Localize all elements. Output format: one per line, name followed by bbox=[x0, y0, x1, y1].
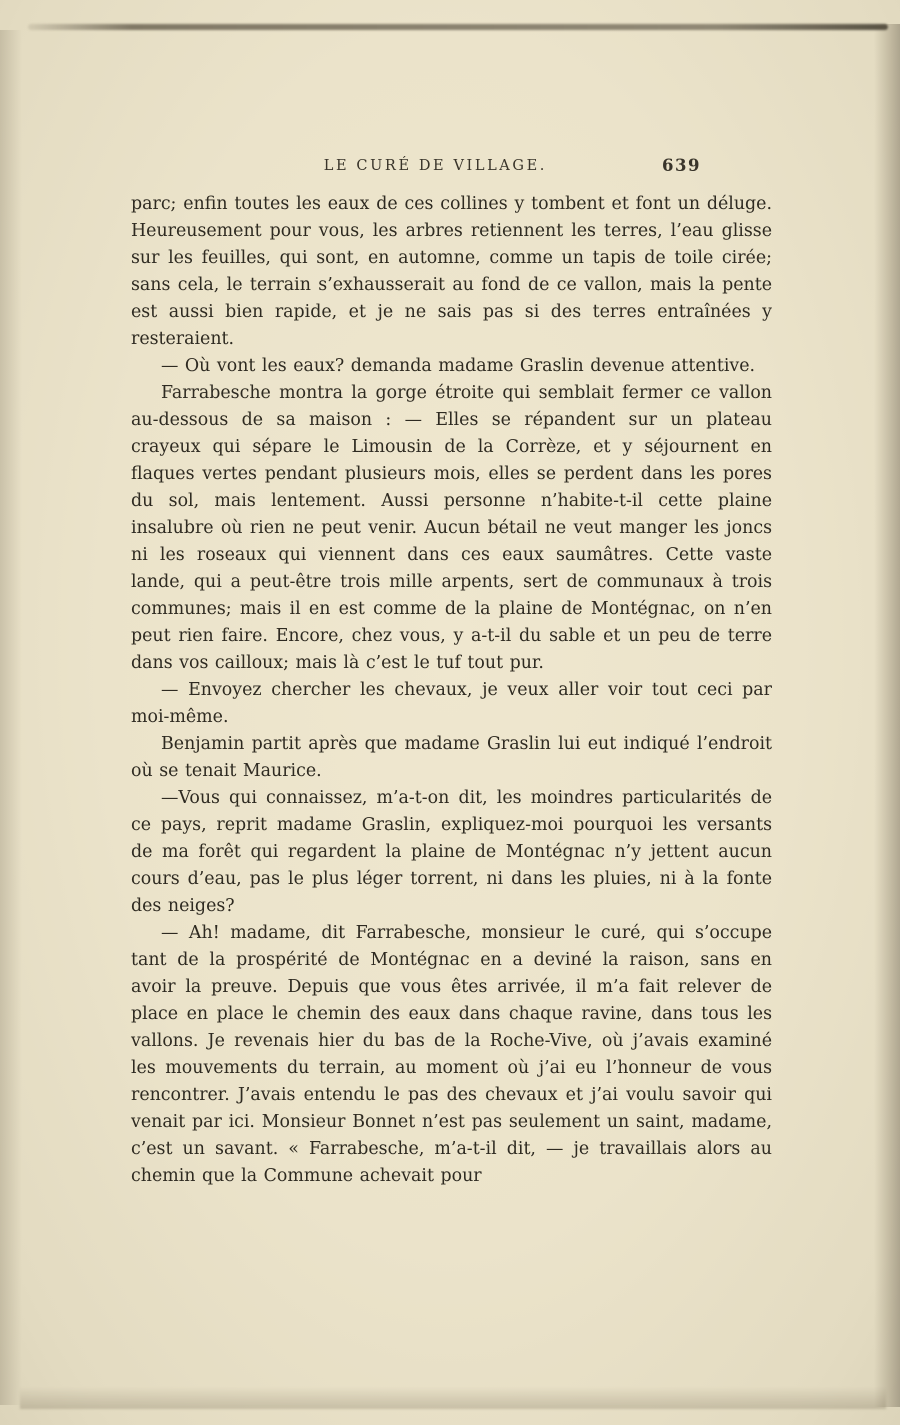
running-title: LE CURÉ DE VILLAGE. bbox=[323, 158, 547, 174]
running-header bbox=[131, 158, 771, 182]
scan-edge-left bbox=[0, 30, 22, 1405]
paragraph-dialogue: — Ah! madame, dit Farrabesche, monsieur le curé, qui s’occupe tant de la prospérité de Montégnac en a deviné la raison, sans en avoir la preuve. Depuis que vous êtes arrivée, il m’a fait relever de place en place le chemin des eaux dans chaque ravine, dans tous les vallons. Je revenais hier du bas de la Roche-Vive, où j’avais examiné les mouvements du terrain, au moment où j’ai eu l’honneur de vous rencontrer. J’avais entendu le pas des chevaux et j’ai voulu savoir qui venait par ici. Monsieur Bonnet n’est pas seulement un saint, madame, c’est un savant. « Farrabesche, m’a-t-il dit, — je travaillais alors au chemin que la Commune achevait pour bbox=[131, 923, 772, 1186]
page-number: 639 bbox=[662, 156, 701, 175]
text-block bbox=[131, 191, 772, 1190]
paragraph-dialogue: —Vous qui connaissez, m’a-t-on dit, les moindres particularités de ce pays, reprit madame Graslin, expliquez-moi pourquoi les versants de ma forêt qui regardent la plaine de Montégnac n’y jettent aucun cours d’eau, pas le plus léger torrent, ni dans les pluies, ni à la fonte des neiges? bbox=[131, 788, 772, 916]
scan-edge-bottom bbox=[20, 1387, 886, 1409]
paragraph-narrative: Benjamin partit après que madame Graslin lui eut indiqué l’endroit où se tenait Maurice. bbox=[131, 734, 772, 781]
paragraph-continuation: parc; enfin toutes les eaux de ces collines y tombent et font un déluge. Heureusement pour vous, les arbres retiennent les terres, l’eau glisse sur les feuilles, qui sont, en automne, comme un tapis de toile cirée; sans cela, le terrain s’exhausserait au fond de ce vallon, mais la pente est aussi bien rapide, et je ne sais pas si des terres entraînées y resteraient. bbox=[131, 194, 772, 349]
scan-edge-right bbox=[874, 24, 900, 1407]
paragraph-narrative: Farrabesche montra la gorge étroite qui semblait fermer ce vallon au-dessous de sa maison : — Elles se répandent sur un plateau crayeux qui sépare le Limousin de la Corrèze, et y séjournent en flaques vertes pendant plusieurs mois, elles se perdent dans les pores du sol, mais lentement. Aussi personne n’habite-t-il cette plaine insalubre où rien ne peut venir. Aucun bétail ne veut manger les joncs ni les roseaux qui viennent dans ces eaux saumâtres. Cette vaste lande, qui a peut-être trois mille arpents, sert de communaux à trois communes; mais il en est comme de la plaine de Montégnac, on n’en peut rien faire. Encore, chez vous, y a-t-il du sable et un peu de terre dans vos cailloux; mais là c’est le tuf tout pur. bbox=[131, 383, 772, 673]
paragraph-dialogue: — Envoyez chercher les chevaux, je veux aller voir tout ceci par moi-même. bbox=[131, 680, 772, 727]
paragraph-dialogue: — Où vont les eaux? demanda madame Graslin devenue attentive. bbox=[161, 356, 756, 376]
scan-edge-top bbox=[28, 24, 888, 30]
